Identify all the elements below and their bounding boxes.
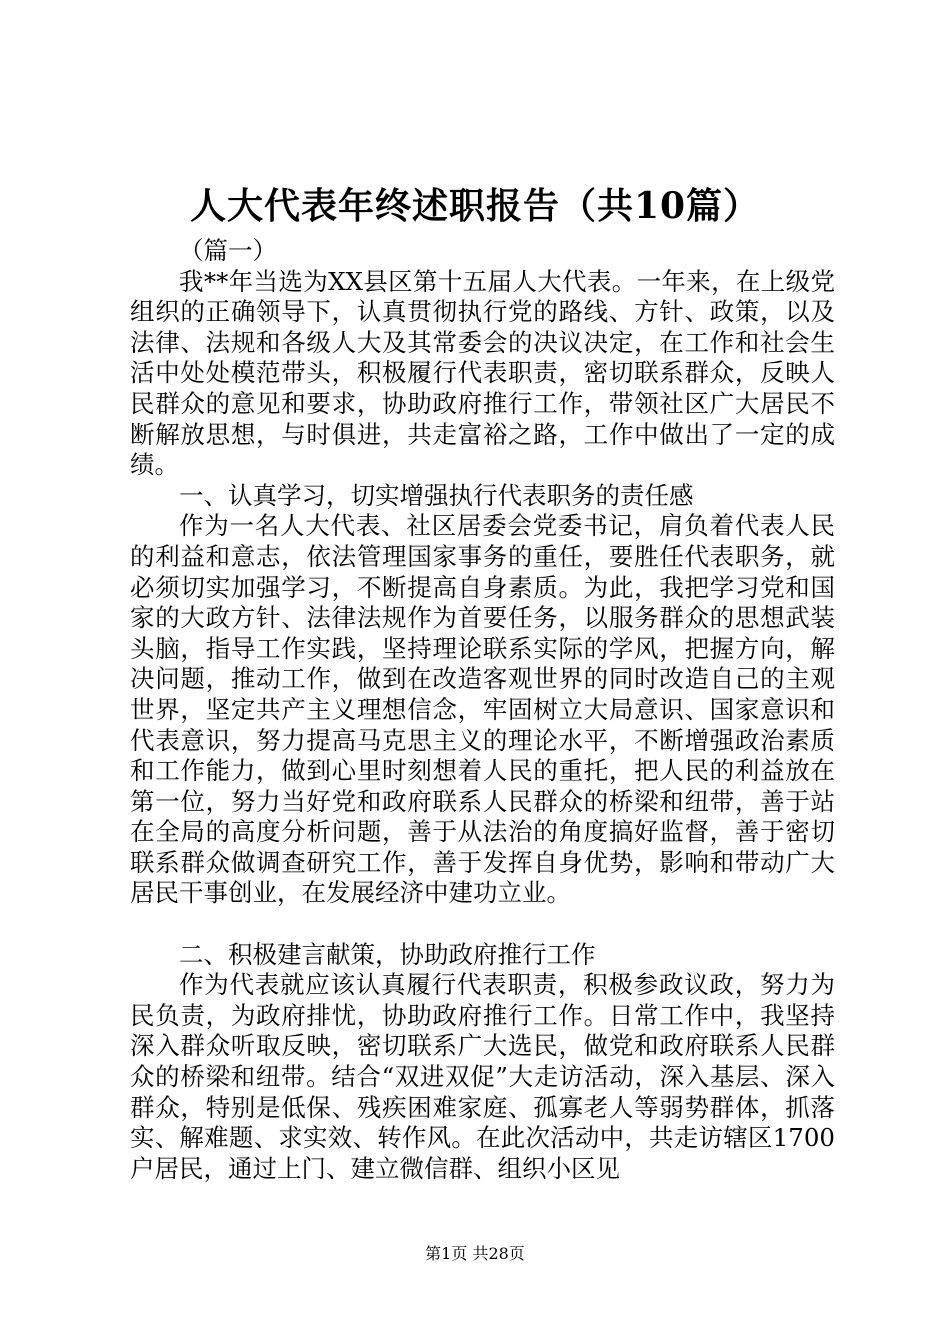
- paragraph-study: 作为一名人大代表、社区居委会党委书记，肩负着代表人民的利益和意志，依法管理国家事务的重任，要胜任代表职务，就必须切实加强学习，不断提高自身素质。为此，我把学习党和国家的大政方针、法律法规作为首要任务，以服务群众的思想武装头脑，指导工作实践，坚持理论联系实际的学风，把握方向，解决问题，推动工作，做到在改造客观世界的同时改造自己的主观世界，坚定共产主义理想信念，牢固树立大局意识、国家意识和代表意识，努力提高马克思主义的理论水平，不断增强政治素质和工作能力，做到心里时刻想着人民的重托，把人民的利益放在第一位，努力当好党和政府联系人民群众的桥梁和纽带，善于站在全局的高度分析问题，善于从法治的角度搞好监督，善于密切联系群众做调查研究工作，善于发挥自身优势，影响和带动广大居民干事创业，在发展经济中建功立业。: [130, 511, 835, 908]
- section-label: （篇一）: [179, 236, 277, 265]
- heading-study: 一、认真学习，切实增强执行代表职务的责任感: [179, 480, 694, 510]
- document-body: [130, 236, 835, 1184]
- page-footer: 第1页 共28页: [425, 1244, 525, 1263]
- heading-advice: 二、积极建言献策，协助政府推行工作: [179, 939, 596, 969]
- document-title: 人大代表年终述职报告（共10篇）: [189, 185, 761, 227]
- paragraph-advice: 作为代表就应该认真履行代表职责，积极参政议政，努力为民负责，为政府排忧，协助政府推行工作。日常工作中，我坚持深入群众听取反映，密切联系广大选民，做党和政府联系人民群众的桥梁和纽带。结合“双进双促”大走访活动，深入基层、深入群众，特别是低保、残疾困难家庭、孤寡老人等弱势群体，抓落实、解难题、求实效、转作风。在此次活动中，共走访辖区1700户居民，通过上门、建立微信群、组织小区见: [130, 970, 835, 1183]
- paragraph-gap: [130, 909, 835, 940]
- paragraph-intro: 我**年当选为XX县区第十五届人大代表。一年来，在上级党组织的正确领导下，认真贯彻执行党的路线、方针、政策，以及法律、法规和各级人大及其常委会的决议决定，在工作和社会生活中处处模范带头，积极履行代表职责，密切联系群众，反映人民群众的意见和要求，协助政府推行工作，带领社区广大居民不断解放思想，与时俱进，共走富裕之路，工作中做出了一定的成绩。: [130, 266, 835, 480]
